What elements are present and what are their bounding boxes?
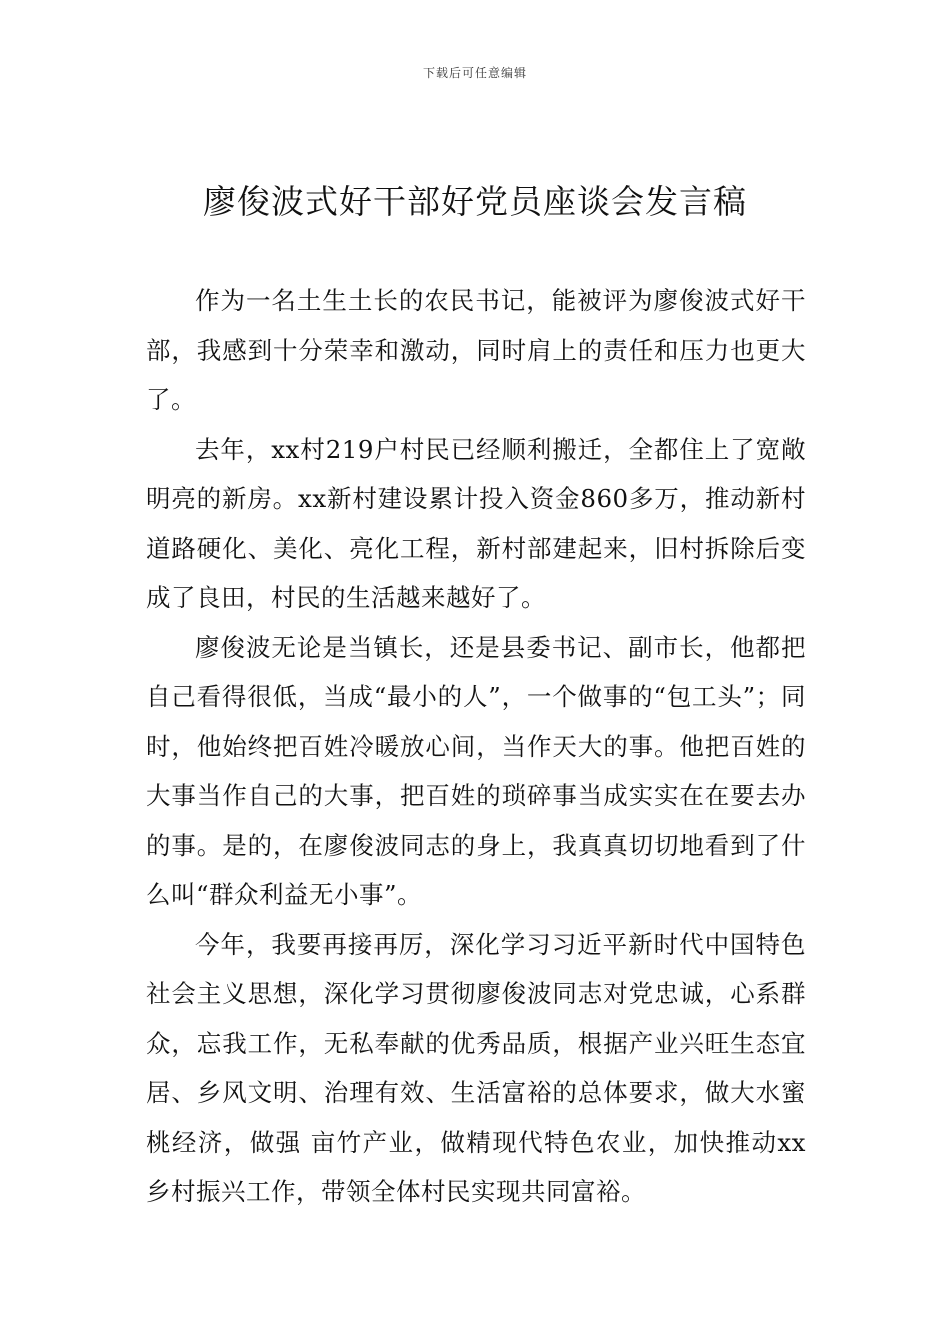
paragraph-1: 作为一名土生土长的农民书记，能被评为廖俊波式好干部，我感到十分荣幸和激动，同时肩上的责任和压力也更大了。 [146,286,806,414]
paragraph-3: 廖俊波无论是当镇长，还是县委书记、副市长，他都把自己看得很低，当成“最小的人”，一个做事的“包工头”；同时，他始终把百姓冷暖放心间，当作天大的事。他把百姓的大事当作自己的大事，把百姓的琐碎事当成实实在在要去办的事。是的，在廖俊波同志的身上，我真真切切地看到了什么叫“群众利益无小事”。 [146,632,806,909]
document-body [146,276,806,1217]
header-note: 下载后可任意编辑 [422,66,527,80]
paragraph-4: 今年，我要再接再厉，深化学习习近平新时代中国特色社会主义思想，深化学习贯彻廖俊波同志对党忠诚，心系群众，忘我工作，无私奉献的优秀品质，根据产业兴旺生态宜居、乡风文明、治理有效、生活富裕的总体要求，做大水蜜桃经济，做强 亩竹产业，做精现代特色农业，加快推动xx乡村振兴工作，带领全体村民实现共同富裕。 [146,929,806,1206]
paragraph-2: 去年，xx村219户村民已经顺利搬迁，全都住上了宽敞明亮的新房。xx新村建设累计投入资金860多万，推动新村道路硬化、美化、亮化工程，新村部建起来，旧村拆除后变成了良田，村民的生活越来越好了。 [146,434,806,612]
document-title: 廖俊波式好干部好党员座谈会发言稿 [203,182,747,221]
